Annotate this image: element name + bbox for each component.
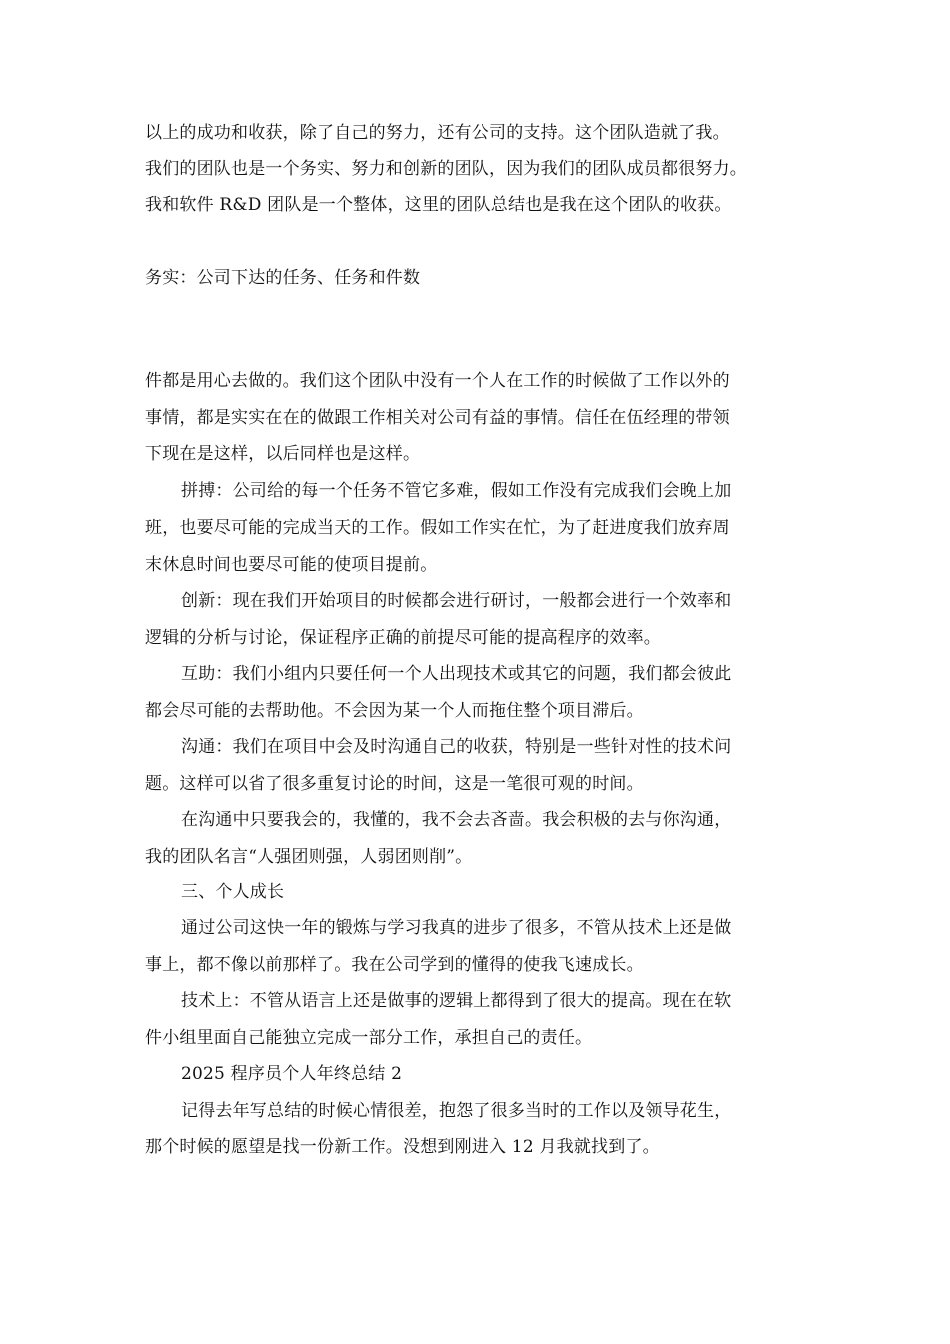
- section-line: 务实：公司下达的任务、任务和件数: [145, 268, 421, 288]
- paragraph-line: 下现在是这样，以后同样也是这样。: [145, 444, 421, 464]
- paragraph-line: 互助：我们小组内只要任何一个人出现技术或其它的问题，我们都会彼此: [181, 664, 732, 684]
- paragraph-line: 末休息时间也要尽可能的使项目提前。: [145, 555, 438, 575]
- paragraph-line: 我的团队名言“人强团则强，人弱团则削”。: [145, 847, 473, 867]
- document-title-line: 2025 程序员个人年终总结 2: [181, 1064, 403, 1084]
- paragraph-line: 拼搏：公司给的每一个任务不管它多难，假如工作没有完成我们会晚上加: [181, 481, 732, 501]
- section-heading: 三、个人成长: [181, 882, 285, 902]
- paragraph-line: 记得去年写总结的时候心情很差，抱怨了很多当时的工作以及领导花生，: [181, 1101, 732, 1121]
- paragraph-line: 件小组里面自己能独立完成一部分工作，承担自己的责任。: [145, 1028, 593, 1048]
- paragraph-line: 以上的成功和收获，除了自己的努力，还有公司的支持。这个团队造就了我。: [145, 123, 730, 143]
- paragraph-line: 在沟通中只要我会的，我懂的，我不会去吝啬。我会积极的去与你沟通，: [181, 810, 732, 830]
- paragraph-line: 那个时候的愿望是找一份新工作。没想到刚进入 12 月我就找到了。: [145, 1137, 660, 1157]
- paragraph-line: 创新：现在我们开始项目的时候都会进行研讨，一般都会进行一个效率和: [181, 591, 732, 611]
- paragraph-line: 件都是用心去做的。我们这个团队中没有一个人在工作的时候做了工作以外的: [145, 371, 730, 391]
- paragraph-line: 事情，都是实实在在的做跟工作相关对公司有益的事情。信任在伍经理的带领: [145, 408, 730, 428]
- paragraph-line: 题。这样可以省了很多重复讨论的时间，这是一笔很可观的时间。: [145, 774, 644, 794]
- paragraph-line: 沟通：我们在项目中会及时沟通自己的收获，特别是一些针对性的技术问: [181, 737, 732, 757]
- paragraph-line: 事上，都不像以前那样了。我在公司学到的懂得的使我飞速成长。: [145, 955, 644, 975]
- paragraph-line: 我和软件 R&D 团队是一个整体，这里的团队总结也是我在这个团队的收获。: [145, 195, 732, 215]
- paragraph-line: 技术上：不管从语言上还是做事的逻辑上都得到了很大的提高。现在在软: [181, 991, 732, 1011]
- paragraph-line: 都会尽可能的去帮助他。不会因为某一个人而拖住整个项目滞后。: [145, 701, 644, 721]
- paragraph-line: 通过公司这快一年的锻炼与学习我真的进步了很多，不管从技术上还是做: [181, 918, 732, 938]
- paragraph-line: 班，也要尽可能的完成当天的工作。假如工作实在忙，为了赶进度我们放弃周: [145, 518, 730, 538]
- paragraph-line: 我们的团队也是一个务实、努力和创新的团队，因为我们的团队成员都很努力。: [145, 159, 747, 179]
- paragraph-line: 逻辑的分析与讨论，保证程序正确的前提尽可能的提高程序的效率。: [145, 628, 661, 648]
